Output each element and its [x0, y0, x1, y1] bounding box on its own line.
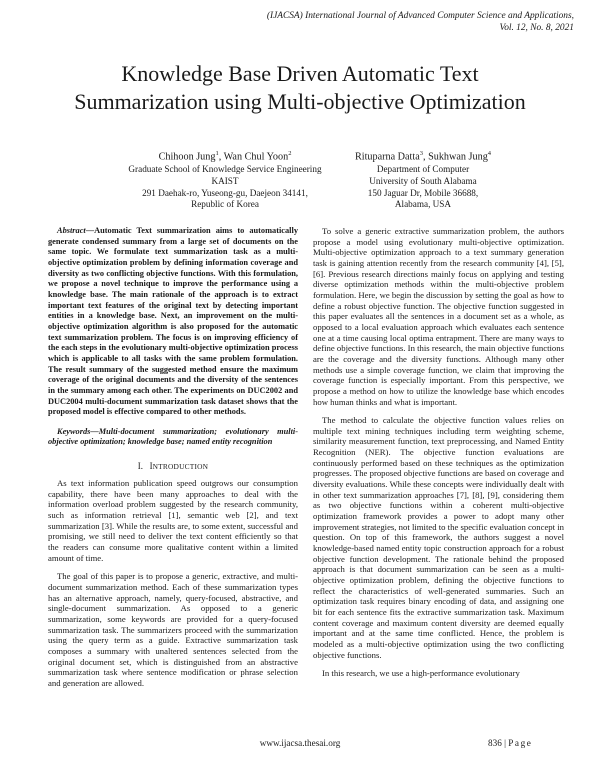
author-sup: 1 — [215, 150, 219, 157]
page-number — [488, 738, 532, 748]
abstract-text: —Automatic Text summarization aims to automatically generate condensed summary from a large set of documents on the same topic. We formulate text summarization task as a multi-objective optimization problem by defining information coverage and diversity as two conflicting objective functions. With this formulation, we propose a novel technique to improve the performance using a knowledge base. The main rationale of the approach is to extract important text features of the original text by detecting important entities in a knowledge base. Next, an improvement on the multi-objective optimization algorithm is also proposed for the automatic text summarization problem. The focus is on improving efficiency of the each steps in the evolutionary multi-objective optimization process which is applicable to all tasks with the same problem formulation. The result summary of the suggested method ensure the maximum coverage of the original documents and the diversity of the sentences in the summary among each other. The experiments on DUC2002 and DUC2004 multi-document summarization task dataset shows that the proposed model is effective compared to other methods. — [48, 226, 298, 417]
author-sup: 4 — [487, 150, 492, 157]
author-block-left — [100, 148, 350, 211]
section-title-rest: NTRODUCTION — [152, 462, 209, 472]
paragraph-gap — [313, 407, 564, 415]
affiliation-line: Department of Computer — [376, 164, 470, 175]
body-paragraph: The goal of this paper is to propose a generic, extractive, and multi-document summarization method. Each of these summarization types has an alternative approach, namely, query-focused, abstractive, and single-document summarization. As opposed to a generic summarization, some keywords are provided for a query-focused summarization task. The summarizers proceed with the summarization using the query term as a guide. Extractive summarization task composes a summary with unaltered sentences selected from the original document set, which is distinguished from an abstractive summarization task where sentence modification or phrase selection and generation are allowed. — [48, 571, 298, 688]
page-label: Page — [508, 738, 533, 748]
affiliation-line: University of South Alabama — [369, 175, 477, 186]
author-name: Rituparna Datta — [354, 151, 420, 163]
paragraph-gap — [48, 563, 298, 571]
abstract-label: Abstract — [57, 226, 86, 235]
page-separator: | — [504, 738, 506, 748]
author-block-right — [318, 148, 528, 211]
paper-title-line-1: Knowledge Base Driven Automatic Text — [121, 61, 479, 86]
body-paragraph: In this research, we use a high-performance evolutionary — [322, 668, 520, 679]
right-column — [313, 226, 564, 679]
page-number-value: 836 — [488, 738, 502, 748]
author-names — [100, 148, 350, 164]
keywords: Keywords—Multi-document summarization; evolutionary multi-objective optimization; knowledge base; named entity recognition — [48, 426, 298, 447]
author-name: Wan Chul Yoon — [223, 151, 289, 163]
author-separator: , — [218, 151, 224, 163]
affiliation-line: KAIST — [211, 175, 239, 186]
abstract — [48, 226, 298, 418]
paper-title — [0, 60, 600, 116]
paragraph-gap — [313, 660, 564, 668]
author-name: Sukhwan Jung — [428, 151, 488, 163]
author-sup: 3 — [419, 150, 423, 157]
author-sup: 2 — [288, 150, 292, 157]
author-names — [318, 148, 528, 164]
paper-title-line-2: Summarization using Multi-objective Optimization — [74, 89, 526, 114]
footer-url: www.ijacsa.thesai.org — [259, 738, 341, 748]
affiliation-line: Alabama, USA — [394, 199, 452, 210]
journal-volume: Vol. 12, No. 8, 2021 — [499, 23, 574, 33]
body-paragraph: The method to calculate the objective function values relies on multiple text mining techniques including term weighting scheme, similarity measurement function, text preprocessing, and Named Entity Recognition (NER). The objective function evaluations are continuously performed based on these techniques as the optimization progresses. The proposed objective functions are based on coverage and diversity evaluations. While these concepts were individually dealt with in other text summarization approaches [7], [8], [9], considering them as two objective functions within a coherent multi-objective optimization framework provides a power to adopt many other improvement strategies, not limited to the specific evaluation concept in question. On top of this framework, the authors suggest a novel knowledge-based named entity topic construction approach for a robust objective function development. The rationale behind the proposed approach is that document summarization can be seen as a multi-objective optimization problem, defining the objective functions to reflect the characteristics of well-generated summaries. Such an optimization task requires binary encoding of data, and assigning one bit for each sentence fits the extractive summarization task. Maximum content coverage and maximum content diversity are deemed equally important and at the same time conflicted. Hence, the problem is modeled as a multi-objective optimization using the two conflicting objective functions. — [313, 415, 564, 660]
affiliation-line: 150 Jaguar Dr, Mobile 36688, — [367, 187, 479, 198]
section-numeral: I. — [137, 461, 143, 472]
affiliation-line: Graduate School of Knowledge Service Engineering — [128, 164, 322, 175]
author-name: Chihoon Jung — [158, 151, 216, 163]
body-paragraph: To solve a generic extractive summarization problem, the authors propose a model using evolutionary multi-objective optimization. Multi-objective optimization approach to a text summary generation task is gaining attention recently from the research community [4], [5], [6]. Previous research directions mainly focus on applying and testing diverse optimization methods within the multi-objective problem formulation. Here, we begin the discussion by setting the goal as how to define a robust objective function. The objective function suggested in this paper evaluates all the sentences in a document set as a whole, as opposed to a local evaluation approach which evaluates each sentence one at a time causing local optima entrapment. There are many ways to define objective functions. In this research, the main objective functions are the coverage and the diversity functions. Although many other methods use a simple coverage function, we claim that improving the coverage function is especially important. From this perspective, we propose a method on how to utilize the knowledge base which encodes how human thinks and what is important. — [313, 226, 564, 407]
journal-name: (IJACSA) International Journal of Advanced Computer Science and Applications, — [266, 11, 574, 21]
author-separator: , — [422, 151, 429, 163]
body-paragraph: As text information publication speed outgrows our consumption capability, there have been many approaches to deal with the information overload problem suggested by the research community, such as information retrieval [1], semantic web [2], and text summarization [3]. While the results are, to some extent, successful and promising, we still need to deliver the text content efficiently so that the readers can consume more qualitative content within a limited amount of time. — [48, 478, 298, 563]
affiliation-line: 291 Daehak-ro, Yuseong-gu, Daejeon 34141, — [142, 187, 308, 198]
section-heading — [48, 461, 298, 472]
section-title-initial: I — [149, 461, 153, 472]
affiliation-line: Republic of Korea — [191, 199, 259, 210]
journal-header — [154, 10, 574, 34]
left-column — [48, 226, 298, 689]
